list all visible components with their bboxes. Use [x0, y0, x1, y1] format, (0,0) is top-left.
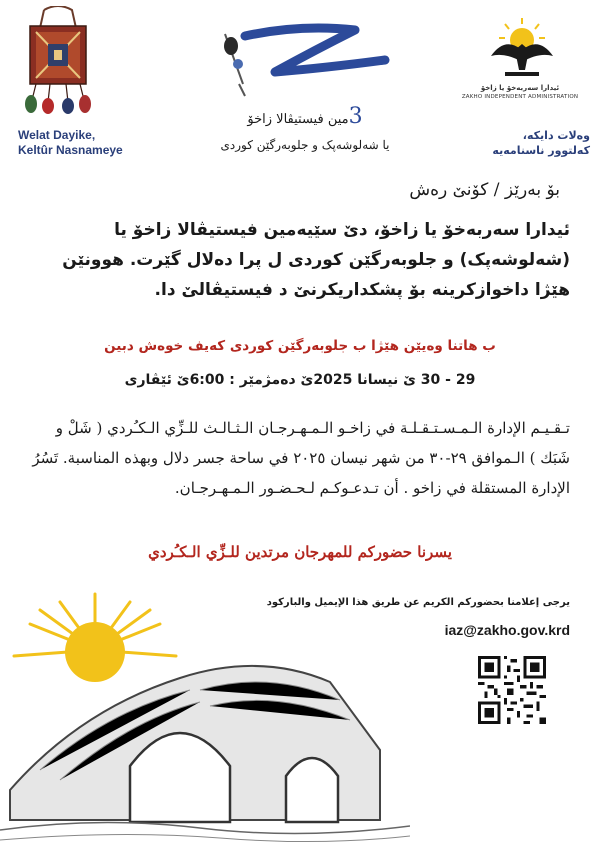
recipient-line: بۆ بەرێز / کۆنێ رەش: [409, 180, 560, 200]
welat-slogan-ku: وەلات دایکە، کەلتوور ناسنامەیە: [492, 129, 590, 157]
festival-title-line2: یا شەلوشەپک و جلوبەرگێن کوردی: [220, 138, 390, 152]
eagle-emblem-icon: [485, 16, 559, 78]
admin-name-en: ZAKHO INDEPENDENT ADMINISTRATION: [461, 94, 579, 100]
qr-code-icon[interactable]: [478, 656, 546, 724]
arabic-invitation-body: تـقـيـم الإدارة الـمـسـتـقـلـة في زاخـو الـمـهـرجـان الـثـالـث للـزِّي الـكـُردي ( شَلْ و شَبَك ) الـموافق ٢٩-٣٠ من شهر نيسان ٢٠٢٥ في ساحة جسر دلال وبهذه المناسبة. تَسُرُ الإدارة المستقلة في زاخو . أن تـدعـوكـم لـحـضـور الـمـهـرجـان.: [32, 419, 570, 497]
contact-email[interactable]: iaz@zakho.gov.krd: [444, 622, 570, 638]
invitation-intro: ئیدارا سەربەخۆ یا زاخۆ، دێ سێیەمین فیستیڤالا زاخۆ یا (شەلوشەپک) و جلوبەرگێن کوردی ل پرا دەلال گێرت. هوونێن هێژا داخوازکرینە بۆ پشکداریکرنێ د فیستیڤالێ دا.: [62, 220, 570, 300]
event-date: 29 - 30 ێ نیسانا 2025ێ دەمژمێر : 6:00ێ ئێڤاری: [124, 372, 476, 388]
welat-slogan-latin: Welat Dayike, Keltûr Nasnameye: [18, 128, 123, 157]
admin-name-ku: ئیدارا سەربەخۆ یا زاخۆ: [480, 84, 560, 92]
closing-line: يسرنا حضوركم للمهرجان مرتدين للـزِّي الـكـُردي: [148, 543, 452, 561]
festival-title-line1: 3مین فیستیڤالا زاخۆ: [247, 104, 363, 129]
dalal-bridge-illustration: [0, 590, 410, 846]
festival-number: 3: [348, 104, 363, 129]
woven-bag-icon: [18, 6, 98, 114]
invitation-slogan: ب هاتنا وەیێن هێژا ب جلوبەرگێن کوردی کەیف خوەش دبین: [104, 338, 496, 354]
rsvp-note: يرجى إعلامنا بحضوركم الكريم عن طريق هذا الإيميل والباركود: [266, 597, 570, 608]
spindle-logo-icon: [205, 22, 395, 102]
